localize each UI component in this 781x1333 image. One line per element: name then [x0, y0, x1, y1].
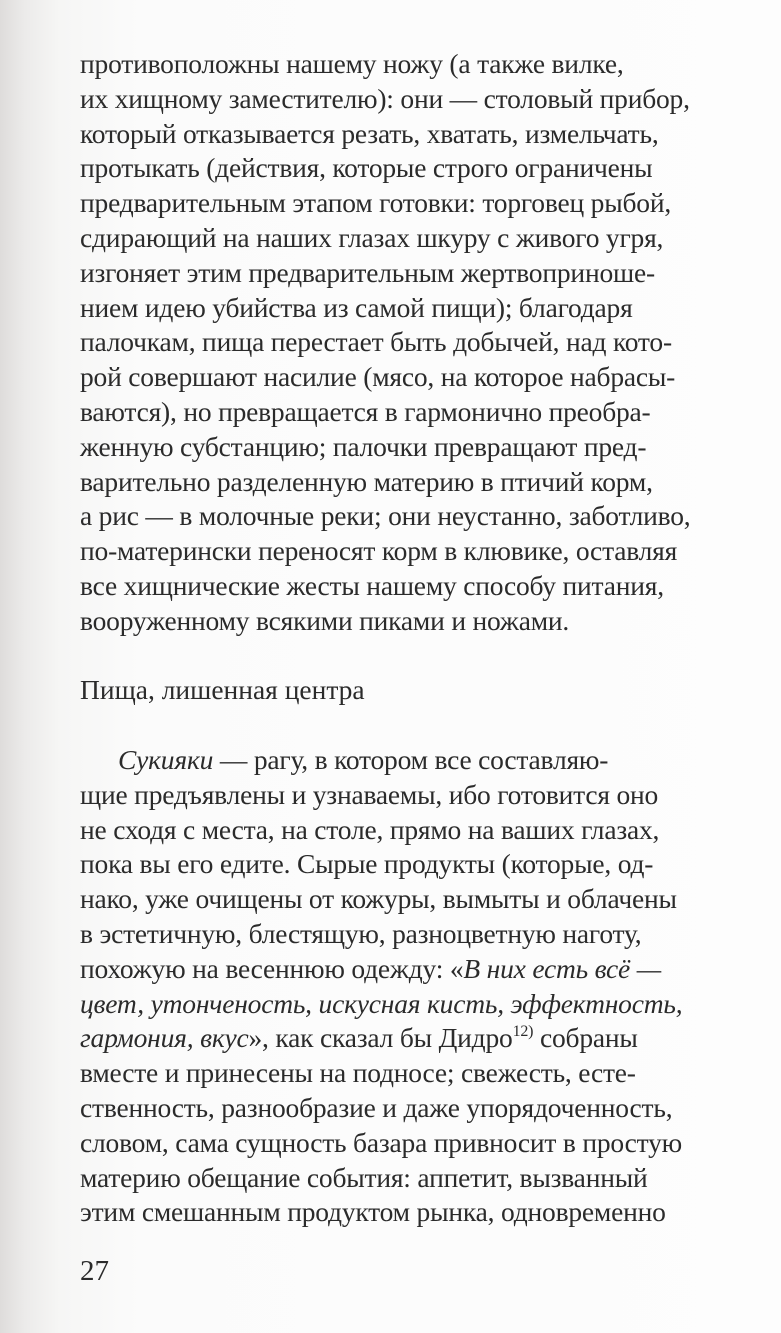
text-line: который отказывается резать, хватать, измельчать, [80, 117, 659, 149]
text-line: все хищнические жесты нашему способу питания, [80, 569, 664, 601]
text-line: по-матерински переносят корм в клювике, оставляя [80, 535, 678, 567]
text-line: вооруженному всякими пиками и ножами. [80, 604, 570, 636]
paragraph-sukiyaki [80, 743, 720, 1230]
text-line: Сукияки — рагу, в котором все составляю- [118, 743, 609, 775]
quote-italic: цвет, утонченость, искусная кисть, эффектность, [80, 987, 683, 1019]
text-line: варительно разделенную материю в птичий корм, [80, 465, 653, 497]
quote-italic: В них есть всё — [463, 952, 661, 984]
text-line: изгоняет этим предварительным жертвоприноше- [80, 256, 655, 288]
spacer [80, 708, 720, 743]
text-line: гармония, вкус», как сказал бы Дидро$^{12)}$ собраны [80, 1022, 638, 1054]
text-line: словом, сама сущность базара привносит в простую [80, 1126, 683, 1158]
text-line: протыкать (действия, которые строго ограничены [80, 152, 653, 184]
text-line: женную субстанцию; палочки превращают пред- [80, 430, 647, 462]
text-line: их хищному заместителю): они — столовый прибор, [80, 82, 690, 114]
text-line: ственность, разнообразие и даже упорядоченность, [80, 1091, 673, 1123]
text-line: рой совершают насилие (мясо, на которое набрасы- [80, 361, 676, 393]
text-line: нием идею убийства из самой пищи); благодаря [80, 291, 633, 323]
book-page [80, 47, 720, 1230]
text-line: сдирающий на наших глазах шкуру с живого угря, [80, 221, 664, 253]
spacer [80, 639, 720, 674]
text-line: вместе и принесены на подносе; свежесть, есте- [80, 1057, 636, 1089]
text-line: похожую на весеннюю одежду: «В них есть всё — [80, 952, 661, 984]
text-line: пока вы его едите. Сырые продукты (которые, од- [80, 848, 654, 880]
text-line: не сходя с места, на столе, прямо на ваших глазах, [80, 813, 660, 845]
page-number: 27 [80, 1255, 109, 1287]
italic-term: Сукияки [118, 743, 214, 775]
text-line: а рис — в молочные реки; они неустанно, заботливо, [80, 500, 691, 532]
text-line: предварительным этапом готовки: торговец рыбой, [80, 187, 672, 219]
text-line: противоположны нашему ножу (а также вилке, [80, 48, 624, 79]
section-heading: Пища, лишенная центра [80, 674, 365, 706]
text-line: нако, уже очищены от кожуры, вымыты и облачены [80, 883, 677, 915]
paragraph-chopsticks [80, 47, 720, 639]
footnote-reference[interactable]: 12) [512, 1023, 534, 1041]
text-line: материю обещание события: аппетит, вызванный [80, 1161, 648, 1193]
text-line [80, 987, 720, 1022]
text-line: ваются), но превращается в гармонично преобра- [80, 395, 651, 427]
quote-italic: гармония, вкус [80, 1022, 249, 1054]
text-line: палочкам, пища перестает быть добычей, над кото- [80, 326, 672, 358]
text-line: в эстетичную, блестящую, разноцветную наготу, [80, 917, 642, 949]
text-line: щие предъявлены и узнаваемы, ибо готовится оно [80, 778, 659, 810]
text-line: этим смешанным продуктом рынка, одновременно [80, 1196, 666, 1228]
